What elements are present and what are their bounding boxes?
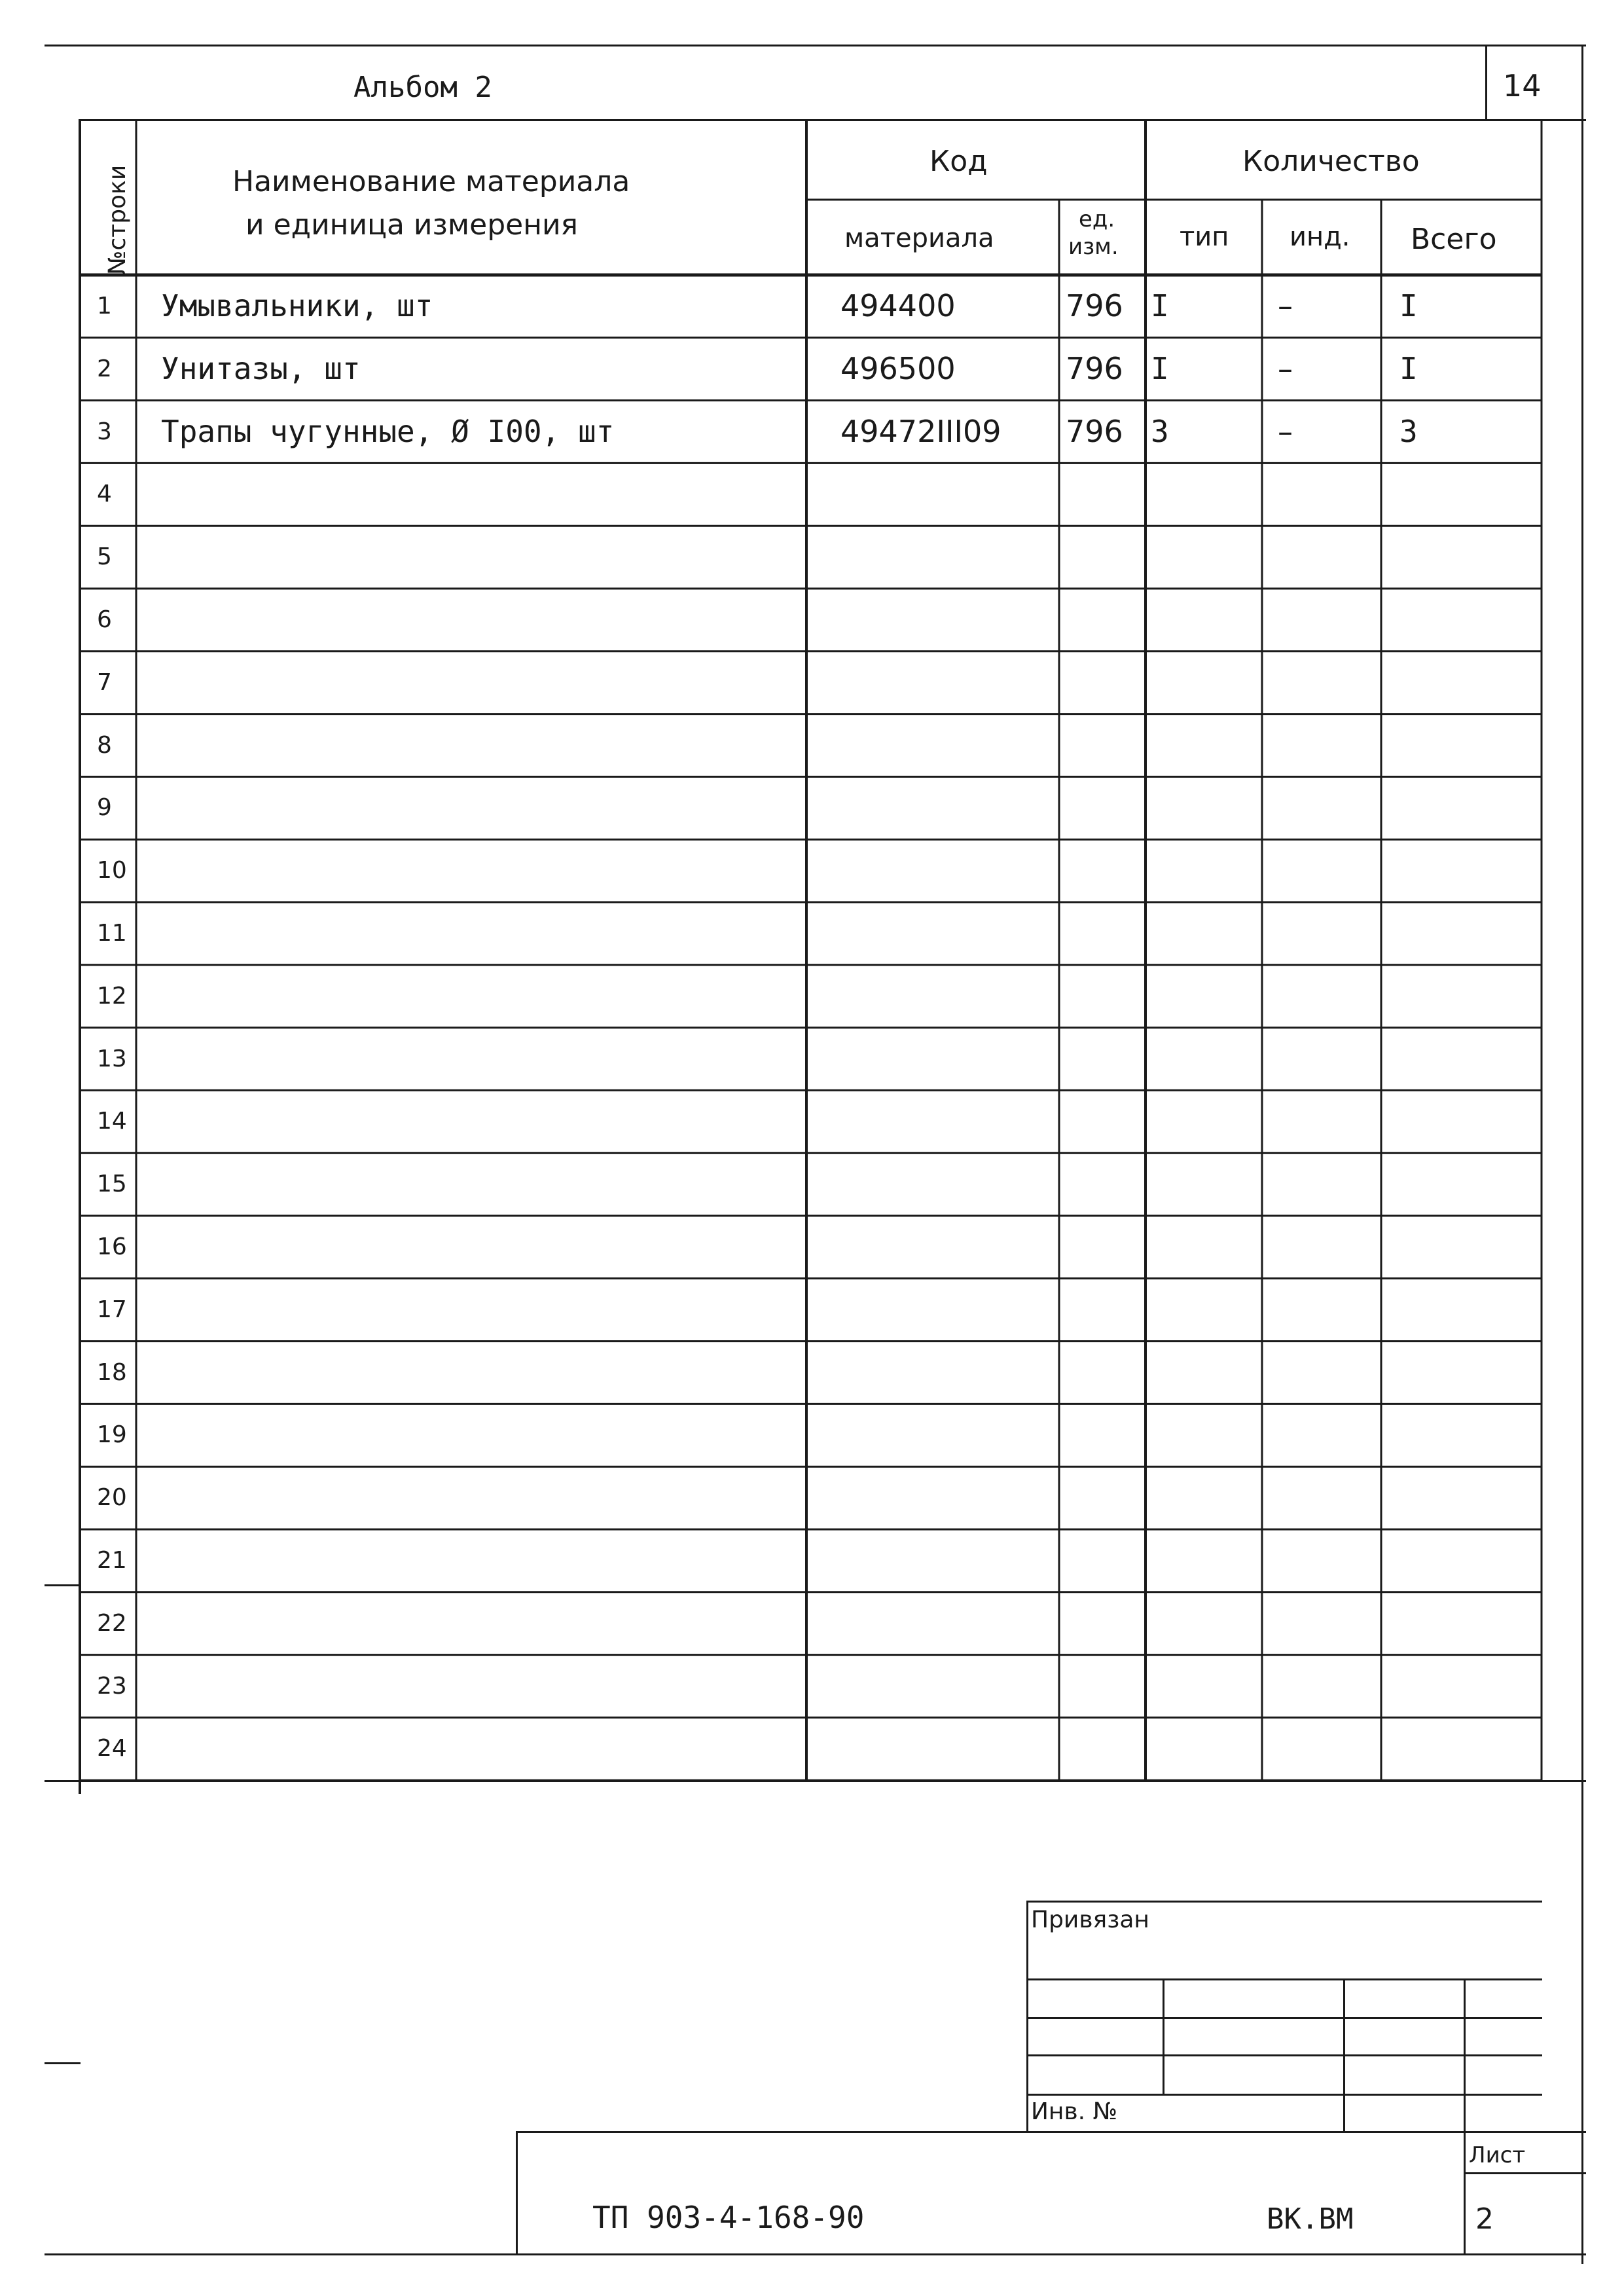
row-number-cell: 1 <box>97 293 112 319</box>
table-row <box>0 589 1624 651</box>
col-unit-header-line2: изм. <box>1068 234 1119 260</box>
stamp-left-line <box>516 2131 518 2255</box>
table-row <box>0 776 1624 839</box>
table-row <box>0 1592 1624 1655</box>
col-type-header: тип <box>1180 222 1229 252</box>
page-bottom-line <box>45 2253 1586 2255</box>
row-number-cell: 17 <box>97 1296 127 1323</box>
row-total-cell: I <box>1399 288 1418 323</box>
inv-label: Инв. № <box>1031 2098 1118 2125</box>
table-row <box>0 839 1624 902</box>
col-row-number-header: №строки <box>104 164 131 275</box>
table-row <box>0 1404 1624 1467</box>
table-row <box>0 1153 1624 1216</box>
row-number-cell: 8 <box>97 731 112 759</box>
attached-grid-vline-2 <box>1343 1978 1345 2133</box>
sheet-label: Лист <box>1469 2142 1526 2168</box>
row-number-cell: 3 <box>97 418 112 445</box>
table-row <box>0 1341 1624 1404</box>
table-row <box>0 1216 1624 1279</box>
row-code-cell: 49472III09 <box>840 413 1001 449</box>
page-number: 14 <box>1503 68 1542 103</box>
col-name-header-line1: Наименование материала <box>232 165 630 198</box>
document-code: ТП 903-4-168-90 <box>592 2200 865 2235</box>
row-number-cell: 14 <box>97 1108 127 1135</box>
row-number-cell: 23 <box>97 1672 127 1700</box>
row-number-cell: 5 <box>97 543 112 571</box>
table-row <box>0 902 1624 965</box>
table-row <box>0 1090 1624 1153</box>
table-bottom-line <box>45 1780 1586 1782</box>
row-total-cell: 3 <box>1399 413 1418 449</box>
col-quantity-header: Количество <box>1242 145 1420 178</box>
row-name-cell: Унитазы, шт <box>161 350 361 386</box>
row-number-cell: 16 <box>97 1233 127 1260</box>
row-number-cell: 11 <box>97 920 127 947</box>
table-row <box>0 1655 1624 1718</box>
row-unit-cell: 796 <box>1066 288 1123 323</box>
table-row <box>0 1529 1624 1592</box>
row-number-cell: 2 <box>97 355 112 382</box>
album-label: Альбом 2 <box>353 71 492 104</box>
row-ind-cell: – <box>1278 288 1293 323</box>
col-total-header: Всего <box>1411 223 1497 256</box>
table-row <box>0 714 1624 777</box>
row-number-cell: 24 <box>97 1735 127 1762</box>
row-name-cell: Умывальники, шт <box>161 288 433 323</box>
row-number-cell: 18 <box>97 1358 127 1386</box>
table-row <box>0 965 1624 1028</box>
col-ind-header: инд. <box>1290 222 1350 252</box>
col-code-header: Код <box>929 145 988 178</box>
left-margin-tick-lower <box>45 2062 81 2064</box>
table-row <box>0 401 1624 464</box>
row-number-cell: 4 <box>97 481 112 508</box>
row-unit-cell: 796 <box>1066 413 1123 449</box>
row-number-cell: 20 <box>97 1484 127 1512</box>
sheet-number: 2 <box>1475 2202 1494 2236</box>
row-number-cell: 15 <box>97 1171 127 1198</box>
row-ind-cell: – <box>1278 350 1293 386</box>
row-name-cell: Трапы чугунные, Ø I00, шт <box>161 413 615 449</box>
col-code-material-header: материала <box>844 223 994 253</box>
row-type-cell: I <box>1151 350 1169 386</box>
attached-grid-vline-3 <box>1464 1978 1466 2253</box>
row-type-cell: 3 <box>1151 413 1169 449</box>
document-section: ВК.ВМ <box>1267 2202 1354 2236</box>
row-number-cell: 13 <box>97 1045 127 1072</box>
attached-grid-vline-1 <box>1163 1978 1164 2095</box>
row-code-cell: 496500 <box>840 350 956 386</box>
row-number-cell: 7 <box>97 668 112 696</box>
row-ind-cell: – <box>1278 413 1293 449</box>
col-name-header-line2: и единица измерения <box>245 208 579 242</box>
attached-label: Привязан <box>1031 1906 1149 1933</box>
table-row <box>0 275 1624 338</box>
table-row <box>0 338 1624 401</box>
row-code-cell: 494400 <box>840 288 956 323</box>
table-row <box>0 651 1624 714</box>
stamp-top-line <box>516 2131 1586 2133</box>
left-margin-tick <box>45 1584 81 1586</box>
table-row <box>0 1279 1624 1341</box>
row-number-cell: 12 <box>97 982 127 1010</box>
sheet-label-line <box>1464 2172 1586 2174</box>
row-type-cell: I <box>1151 288 1169 323</box>
attached-block-top-line <box>1026 1901 1542 1903</box>
row-number-cell: 9 <box>97 794 112 822</box>
row-total-cell: I <box>1399 350 1418 386</box>
table-row <box>0 1717 1624 1780</box>
col-unit-header-line1: ед. <box>1079 206 1115 232</box>
table-row <box>0 1467 1624 1529</box>
table-row <box>0 1028 1624 1091</box>
row-number-cell: 22 <box>97 1609 127 1637</box>
row-unit-cell: 796 <box>1066 350 1123 386</box>
row-number-cell: 19 <box>97 1421 127 1449</box>
table-row <box>0 526 1624 589</box>
row-number-cell: 10 <box>97 857 127 884</box>
table-row <box>0 463 1624 526</box>
row-number-cell: 6 <box>97 606 112 633</box>
row-number-cell: 21 <box>97 1547 127 1574</box>
